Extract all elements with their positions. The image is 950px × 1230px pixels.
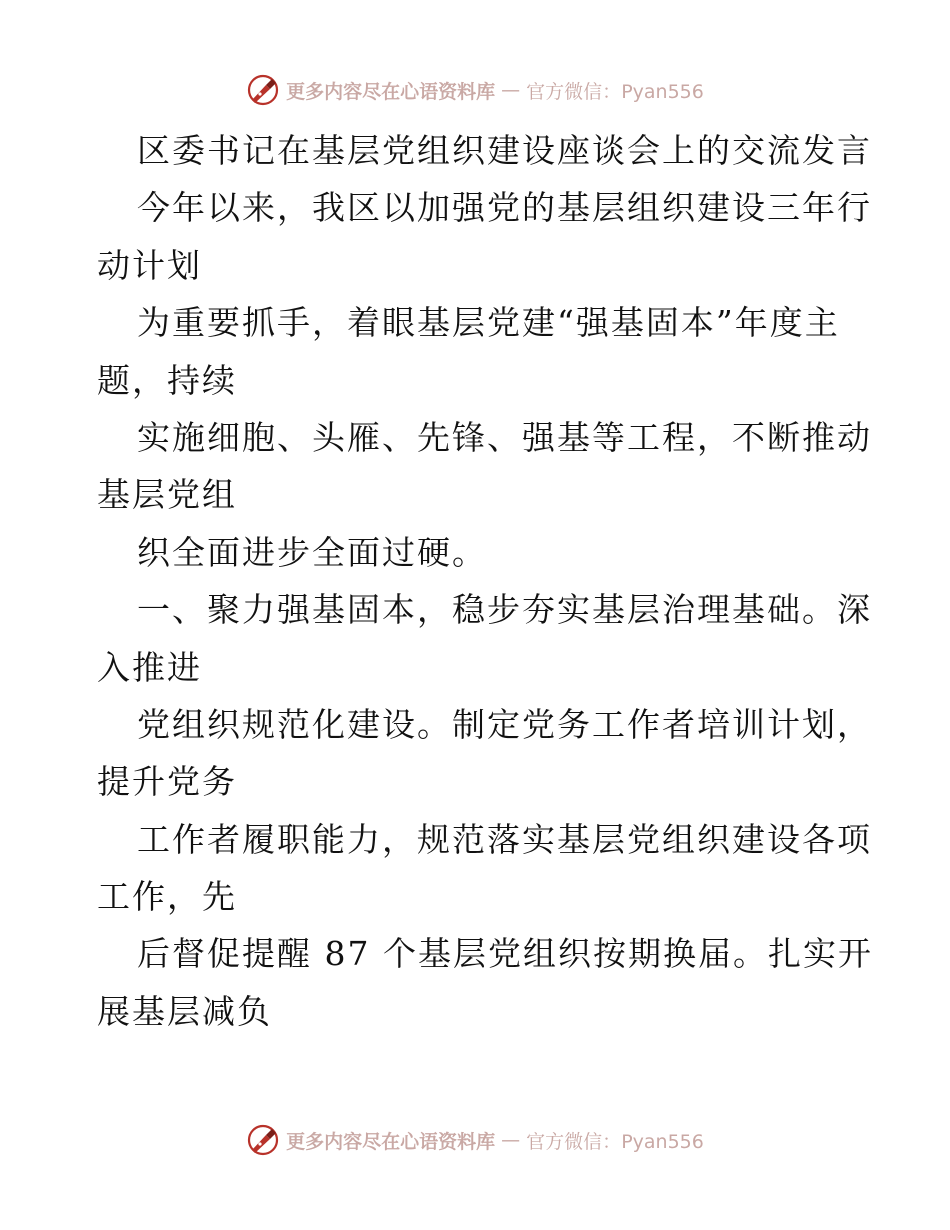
text-line: 今年以来，我区以加强党的基层组织建设三年行 [137, 188, 872, 228]
text-line: 提升党务 [97, 762, 237, 802]
text-line: 入推进 [97, 647, 202, 687]
footer-contact-id: Pyan556 [621, 1130, 704, 1153]
header-contact-label: 官方微信： [526, 80, 622, 103]
text-line: 题，持续 [97, 360, 237, 400]
text-line: 党组织规范化建设。制定党务工作者培训计划， [137, 704, 872, 744]
text-line: 基层党组 [97, 475, 237, 515]
footer-watermark [0, 1120, 950, 1160]
header-contact [526, 77, 704, 104]
text-line: 展基层减负 [97, 991, 272, 1031]
footer-contact-label: 官方微信： [526, 1130, 622, 1153]
footer-brand-text: 更多内容尽在心语资料库 [286, 1130, 496, 1153]
header-separator: — [501, 79, 521, 101]
text-line: 后督促提醒 87 个基层党组织按期换届。扎实开 [137, 934, 873, 974]
footer-contact [526, 1127, 704, 1154]
footer-separator: — [501, 1129, 521, 1151]
header-watermark [0, 70, 950, 110]
pen-nib-circle-icon [246, 73, 280, 107]
header-contact-id: Pyan556 [621, 80, 704, 103]
text-line: 动计划 [97, 245, 202, 285]
document-title: 区委书记在基层党组织建设座谈会上的交流发言 [137, 131, 872, 170]
pen-nib-circle-icon [246, 1123, 280, 1157]
header-brand-text: 更多内容尽在心语资料库 [286, 80, 496, 103]
text-line: 实施细胞、头雁、先锋、强基等工程，不断推动 [137, 417, 872, 457]
text-line: 一、聚力强基固本，稳步夯实基层治理基础。深 [137, 590, 872, 630]
text-line: 工作者履职能力，规范落实基层党组织建设各项 [137, 819, 872, 859]
document-body [97, 122, 873, 1040]
text-line: 为重要抓手，着眼基层党建“强基固本”年度主 [137, 303, 840, 343]
text-line: 织全面进步全面过硬。 [137, 532, 487, 572]
text-line: 工作，先 [97, 877, 237, 917]
